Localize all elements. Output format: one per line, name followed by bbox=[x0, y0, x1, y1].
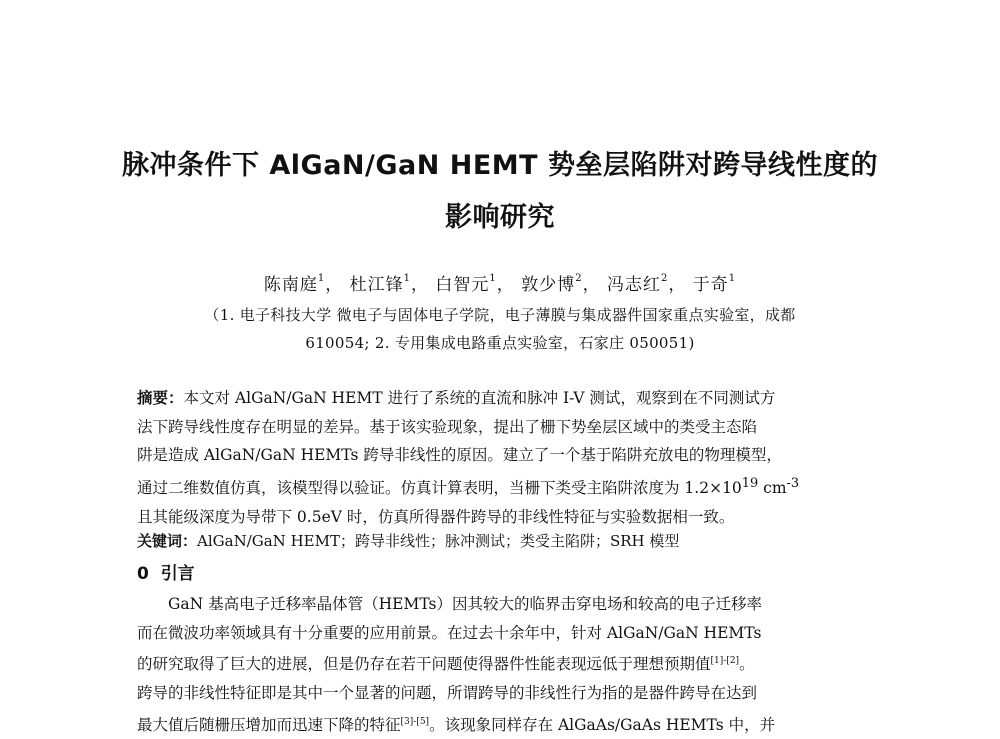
body-text: 的研究取得了巨大的进展，但是仍存在若干问题使得器件性能表现远低于理想预期值 bbox=[137, 655, 711, 674]
author-name: 陈南庭 bbox=[263, 275, 318, 295]
exponent: -3 bbox=[786, 475, 800, 491]
keywords bbox=[137, 530, 679, 551]
affiliation-line-2: 610054; 2. 专用集成电路重点实验室，石家庄 050051) bbox=[305, 334, 695, 352]
intro-paragraph bbox=[137, 590, 852, 739]
author-name: 白智元 bbox=[435, 275, 490, 295]
author-affiliation-mark: 1 bbox=[403, 273, 412, 285]
author-affiliation-mark: 1 bbox=[317, 273, 326, 285]
section-heading bbox=[137, 559, 195, 584]
citation: [1]-[2] bbox=[710, 656, 740, 667]
body-text: 。 bbox=[739, 655, 755, 674]
citation: [3]-[5] bbox=[400, 716, 430, 727]
paper-title-line-2: 影响研究 bbox=[445, 202, 555, 233]
author-affiliation-mark: 2 bbox=[575, 273, 583, 285]
body-text: 而在微波功率领域具有十分重要的应用前景。在过去十余年中，针对 AlGaN/GaN HEMTs bbox=[137, 623, 762, 642]
paper-title-line-1: 脉冲条件下 AlGaN/GaN HEMT 势垒层陷阱对跨导线性度的 bbox=[122, 150, 878, 181]
abstract-text: 本文对 AlGaN/GaN HEMT 进行了系统的直流和脉冲 I-V 测试，观察到在不同测试方 bbox=[183, 389, 776, 407]
abstract bbox=[137, 384, 852, 531]
abstract-text: cm bbox=[758, 478, 787, 497]
abstract-text: 法下跨导线性度存在明显的差异。基于该实验现象，提出了栅下势垒层区域中的类受主态陷 bbox=[137, 417, 758, 436]
author-affiliation-mark: 2 bbox=[660, 273, 669, 285]
author-name: 冯志红 bbox=[606, 275, 661, 295]
author-list: 陈南庭$^1$， 杜江锋$^1$， 白智元$^1$， 敦少博$^2$， 冯志红$^2$， 于奇$^1$ bbox=[263, 273, 737, 295]
author-affiliation-mark: 1 bbox=[489, 273, 497, 285]
abstract-text: 且其能级深度为导带下 0.5eV 时，仿真所得器件跨导的非线性特征与实验数据相一致。 bbox=[137, 507, 735, 526]
abstract-label: 摘要： bbox=[137, 389, 184, 407]
author-name: 杜江锋 bbox=[349, 275, 404, 295]
affiliation-line-1: （1. 电子科技大学 微电子与固体电子学院，电子薄膜与集成器件国家重点实验室，成都 bbox=[204, 306, 796, 324]
body-text: 跨导的非线性特征即是其中一个显著的问题，所谓跨导的非线性行为指的是器件跨导在达到 bbox=[137, 683, 758, 702]
author-name: 于奇 bbox=[692, 275, 729, 295]
keywords-text: AlGaN/GaN HEMT；跨导非线性；脉冲测试；类受主陷阱；SRH 模型 bbox=[197, 532, 680, 550]
abstract-text: 阱是造成 AlGaN/GaN HEMTs 跨导非线性的原因。建立了一个基于陷阱充放电的物理模型， bbox=[137, 446, 782, 465]
author-name: 敦少博 bbox=[521, 275, 576, 295]
section-number: 0 bbox=[137, 564, 149, 584]
author-affiliation-mark: 1 bbox=[728, 273, 737, 285]
abstract-text: 通过二维数值仿真，该模型得以验证。仿真计算表明，当栅下类受主陷阱浓度为 1.2×10 bbox=[137, 478, 742, 497]
body-text: 最大值后随栅压增加而迅速下降的特征 bbox=[137, 715, 401, 734]
section-title: 引言 bbox=[160, 564, 195, 584]
body-text: GaN 基高电子迁移率晶体管（HEMTs）因其较大的临界击穿电场和较高的电子迁移率 bbox=[168, 595, 762, 613]
exponent: 19 bbox=[741, 475, 759, 491]
keywords-label: 关键词： bbox=[137, 532, 198, 550]
body-text: 。该现象同样存在 AlGaAs/GaAs HEMTs 中，并 bbox=[429, 715, 776, 734]
